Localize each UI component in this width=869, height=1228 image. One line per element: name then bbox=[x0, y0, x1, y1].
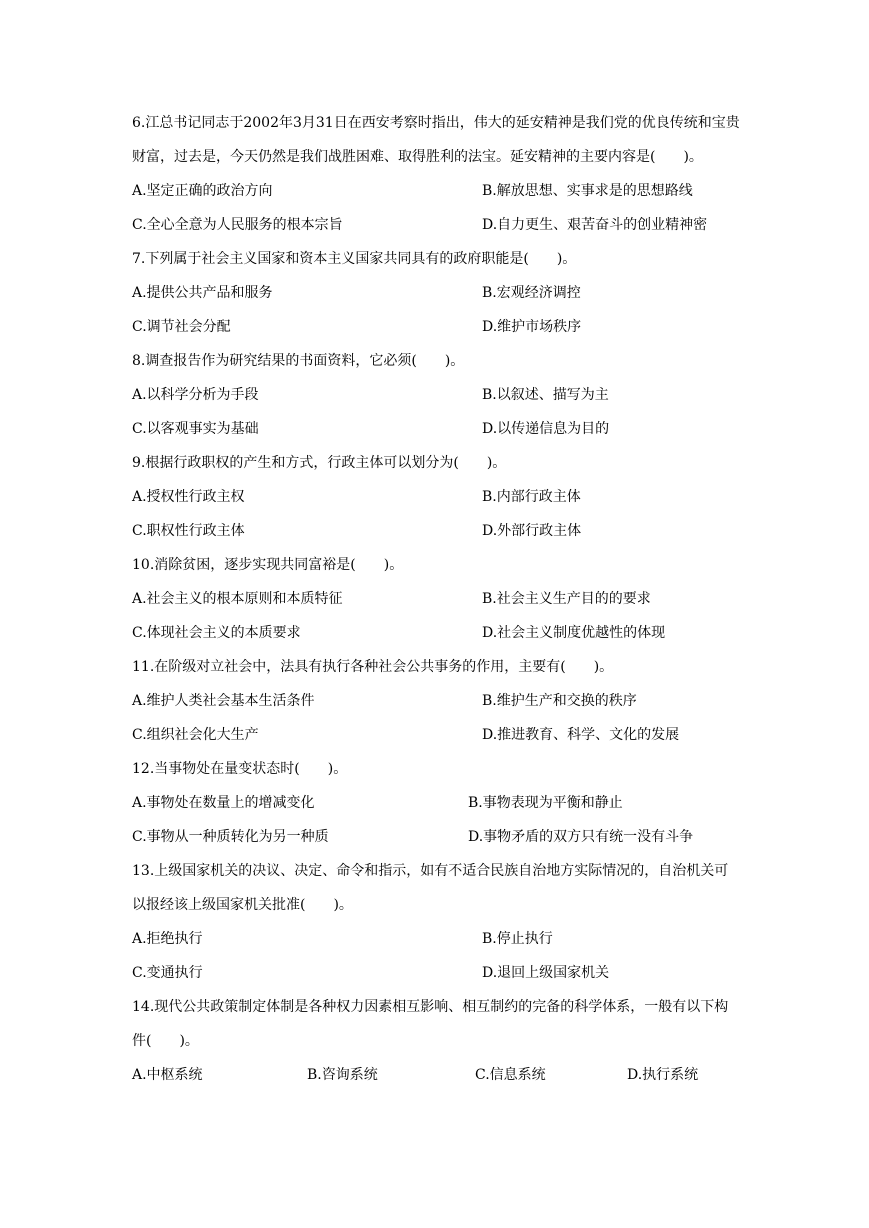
question-13 bbox=[132, 854, 742, 990]
option-d: D.自力更生、艰苦奋斗的创业精神密 bbox=[482, 217, 708, 233]
option-b: B.以叙述、描写为主 bbox=[482, 387, 609, 403]
option-row bbox=[132, 582, 742, 616]
option-c: C.组织社会化大生产 bbox=[132, 727, 259, 743]
option-d: D.社会主义制度优越性的体现 bbox=[482, 625, 666, 641]
option-d: D.执行系统 bbox=[627, 1067, 699, 1083]
question-7 bbox=[132, 242, 742, 344]
option-row bbox=[132, 684, 742, 718]
option-c: C.变通执行 bbox=[132, 965, 203, 981]
option-row bbox=[132, 956, 742, 990]
question-6 bbox=[132, 106, 742, 242]
question-10 bbox=[132, 548, 742, 650]
option-d: D.退回上级国家机关 bbox=[482, 965, 610, 981]
option-row bbox=[132, 1058, 742, 1092]
option-row bbox=[132, 820, 742, 854]
option-row bbox=[132, 174, 742, 208]
option-a: A.拒绝执行 bbox=[132, 931, 203, 947]
option-a: A.授权性行政主权 bbox=[132, 489, 245, 505]
question-stem: 13.上级国家机关的决议、决定、命令和指示，如有不适合民族自治地方实际情况的，自治机关可以报经该上级国家机关批准( )。 bbox=[132, 863, 729, 913]
option-c: C.全心全意为人民服务的根本宗旨 bbox=[132, 217, 343, 233]
option-row bbox=[132, 616, 742, 650]
question-stem: 10.消除贫困，逐步实现共同富裕是( )。 bbox=[132, 557, 404, 573]
option-b: B.咨询系统 bbox=[307, 1067, 378, 1083]
option-c: C.信息系统 bbox=[475, 1067, 546, 1083]
option-d: D.事物矛盾的双方只有统一没有斗争 bbox=[468, 829, 694, 845]
option-a: A.提供公共产品和服务 bbox=[132, 285, 273, 301]
question-list bbox=[132, 106, 742, 1092]
question-stem: 6.江总书记同志于2002年3月31日在西安考察时指出，伟大的延安精神是我们党的优良传统和宝贵财富，过去是，今天仍然是我们战胜困难、取得胜利的法宝。延安精神的主要内容是( )。 bbox=[132, 115, 740, 165]
option-d: D.推进教育、科学、文化的发展 bbox=[482, 727, 680, 743]
option-d: D.以传递信息为目的 bbox=[482, 421, 610, 437]
option-b: B.解放思想、实事求是的思想路线 bbox=[482, 183, 693, 199]
option-row bbox=[132, 412, 742, 446]
question-stem: 11.在阶级对立社会中，法具有执行各种社会公共事务的作用，主要有( )。 bbox=[132, 659, 614, 675]
option-d: D.维护市场秩序 bbox=[482, 319, 582, 335]
question-stem: 7.下列属于社会主义国家和资本主义国家共同具有的政府职能是( )。 bbox=[132, 251, 577, 267]
question-stem: 9.根据行政职权的产生和方式，行政主体可以划分为( )。 bbox=[132, 455, 507, 471]
option-a: A.以科学分析为手段 bbox=[132, 387, 259, 403]
question-12 bbox=[132, 752, 742, 854]
option-a: A.事物处在数量上的增减变化 bbox=[132, 795, 315, 811]
option-b: B.宏观经济调控 bbox=[482, 285, 581, 301]
option-c: C.职权性行政主体 bbox=[132, 523, 245, 539]
option-c: C.以客观事实为基础 bbox=[132, 421, 259, 437]
option-row bbox=[132, 718, 742, 752]
option-row bbox=[132, 922, 742, 956]
option-row bbox=[132, 786, 742, 820]
option-row bbox=[132, 310, 742, 344]
option-c: C.体现社会主义的本质要求 bbox=[132, 625, 301, 641]
question-stem: 8.调查报告作为研究结果的书面资料，它必须( )。 bbox=[132, 353, 465, 369]
option-row bbox=[132, 208, 742, 242]
option-b: B.事物表现为平衡和静止 bbox=[468, 795, 623, 811]
question-9 bbox=[132, 446, 742, 548]
option-c: C.事物从一种质转化为另一种质 bbox=[132, 829, 329, 845]
option-row bbox=[132, 276, 742, 310]
option-b: B.内部行政主体 bbox=[482, 489, 581, 505]
question-stem: 14.现代公共政策制定体制是各种权力因素相互影响、相互制约的完备的科学体系，一般有以下构件( )。 bbox=[132, 999, 729, 1049]
question-8 bbox=[132, 344, 742, 446]
option-row bbox=[132, 514, 742, 548]
option-b: B.停止执行 bbox=[482, 931, 553, 947]
question-11 bbox=[132, 650, 742, 752]
option-row bbox=[132, 480, 742, 514]
option-a: A.中枢系统 bbox=[132, 1067, 203, 1083]
option-b: B.社会主义生产目的的要求 bbox=[482, 591, 651, 607]
option-a: A.维护人类社会基本生活条件 bbox=[132, 693, 315, 709]
question-14 bbox=[132, 990, 742, 1092]
option-d: D.外部行政主体 bbox=[482, 523, 582, 539]
question-stem: 12.当事物处在量变状态时( )。 bbox=[132, 761, 348, 777]
option-a: A.坚定正确的政治方向 bbox=[132, 183, 273, 199]
option-row bbox=[132, 378, 742, 412]
option-a: A.社会主义的根本原则和本质特征 bbox=[132, 591, 343, 607]
option-c: C.调节社会分配 bbox=[132, 319, 231, 335]
option-b: B.维护生产和交换的秩序 bbox=[482, 693, 637, 709]
